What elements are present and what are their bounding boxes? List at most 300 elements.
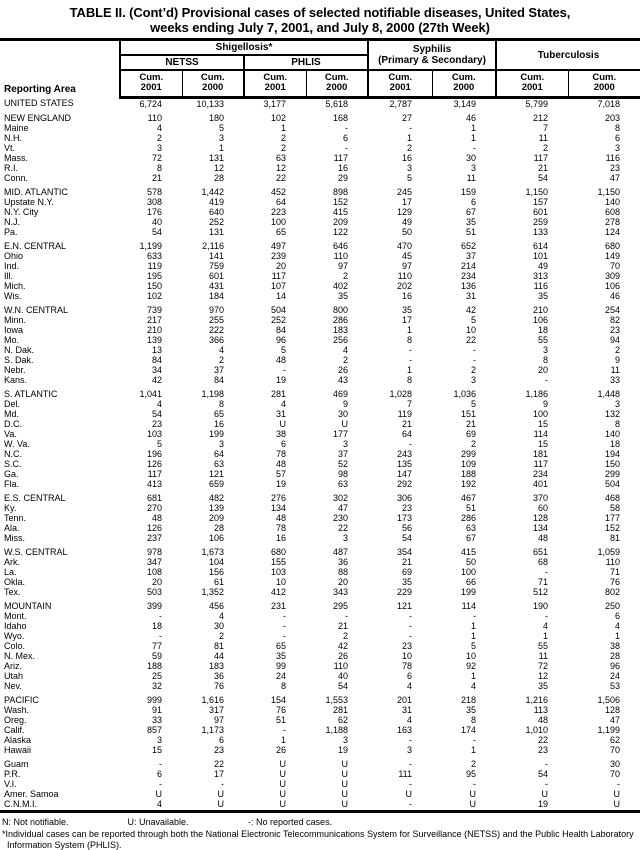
value-cell: 217	[146, 315, 162, 325]
value-cell: 651	[532, 547, 549, 557]
value-cell: 10	[401, 651, 412, 661]
value-cell: 28	[213, 173, 224, 183]
col-header-netss-cum-2001: Cum. 2001	[120, 70, 182, 98]
value-cell: 482	[208, 493, 224, 503]
reporting-area-cell: Wash.	[4, 705, 30, 715]
table-row	[0, 197, 640, 207]
value-cell: 84	[151, 355, 162, 365]
value-cell: -	[473, 143, 477, 153]
value-cell: 21	[337, 621, 348, 631]
value-cell: 399	[146, 601, 162, 611]
col-group-syphilis	[368, 40, 496, 71]
value-cell: 1,199	[597, 725, 621, 735]
value-cell: 78	[275, 523, 286, 533]
value-cell: 35	[401, 305, 412, 315]
reporting-area-cell: D.C.	[4, 419, 22, 429]
value-cell: 18	[610, 439, 621, 449]
value-cell: 63	[213, 459, 224, 469]
value-cell: 1	[218, 143, 224, 153]
value-cell: 4	[218, 345, 224, 355]
value-cell: 110	[333, 661, 348, 671]
value-cell: 1,352	[201, 587, 224, 597]
table-row	[0, 671, 640, 681]
value-cell: 254	[604, 305, 621, 315]
value-cell: 152	[332, 197, 348, 207]
value-cell: 98	[337, 469, 348, 479]
value-cell: 52	[337, 459, 348, 469]
reporting-area-cell: MOUNTAIN	[4, 601, 52, 611]
value-cell: 970	[208, 305, 224, 315]
value-cell: 102	[146, 291, 162, 301]
table-row	[0, 557, 640, 567]
value-cell: 6	[218, 735, 224, 745]
value-cell: 99	[275, 661, 286, 671]
value-cell: -	[221, 779, 224, 789]
value-cell: 76	[213, 681, 224, 691]
value-cell: 3	[218, 133, 224, 143]
value-cell: 601	[532, 207, 549, 217]
value-cell: 72	[538, 661, 549, 671]
table-row	[0, 705, 640, 715]
value-cell: 759	[208, 261, 224, 271]
value-cell: 1,448	[597, 389, 621, 399]
value-cell: 199	[208, 429, 224, 439]
value-cell: 163	[396, 725, 412, 735]
value-cell: 104	[208, 557, 224, 567]
value-cell: U	[279, 759, 286, 769]
value-cell: 58	[610, 503, 621, 513]
reporting-area-cell: N.J.	[4, 217, 21, 227]
value-cell: 11	[610, 365, 621, 375]
notifiable-diseases-table	[0, 38, 640, 813]
value-cell: 173	[396, 513, 412, 523]
value-cell: 308	[146, 197, 162, 207]
value-cell: 5	[156, 439, 162, 449]
value-cell: 317	[208, 705, 224, 715]
value-cell: 23	[610, 325, 621, 335]
value-cell: 8	[615, 123, 621, 133]
value-cell: 150	[604, 459, 621, 469]
value-cell: 3	[471, 375, 477, 385]
value-cell: 54	[401, 533, 412, 543]
reporting-area-cell: Guam	[4, 759, 29, 769]
value-cell: -	[545, 375, 549, 385]
value-cell: 190	[532, 601, 549, 611]
value-cell: U	[405, 789, 412, 799]
value-cell: 107	[270, 281, 286, 291]
value-cell: -	[159, 611, 162, 621]
value-cell: 92	[466, 661, 477, 671]
value-cell: 23	[213, 745, 224, 755]
value-cell: 76	[610, 577, 621, 587]
value-cell: 103	[270, 567, 286, 577]
col-header-tb-cum-2000: Cum. 2000	[568, 70, 640, 98]
value-cell: 70	[610, 769, 621, 779]
value-cell: 343	[332, 587, 348, 597]
value-cell: 136	[460, 281, 477, 291]
table-row	[0, 217, 640, 227]
value-cell: 6	[615, 133, 621, 143]
value-cell: 154	[270, 695, 286, 705]
value-cell: 223	[270, 207, 286, 217]
title-line-2: weeks ending July 7, 2001, and July 8, 2000 (27th Week)	[150, 20, 490, 35]
reporting-area-cell: N.H.	[4, 133, 22, 143]
value-cell: 203	[604, 113, 621, 123]
value-cell: 48	[275, 459, 286, 469]
value-cell: U	[279, 419, 286, 429]
value-cell: 2	[156, 133, 162, 143]
value-cell: 106	[208, 533, 224, 543]
reporting-area-cell: Md.	[4, 409, 20, 419]
table-row	[0, 439, 640, 449]
reporting-area-cell: Ind.	[4, 261, 20, 271]
value-cell: 295	[332, 601, 348, 611]
value-cell: 110	[147, 113, 162, 123]
value-cell: 4	[471, 681, 477, 691]
value-cell: 366	[208, 335, 224, 345]
value-cell: 504	[270, 305, 286, 315]
value-cell: 2	[543, 143, 549, 153]
value-cell: 119	[147, 261, 162, 271]
table-row	[0, 533, 640, 543]
value-cell: 452	[270, 187, 286, 197]
value-cell: 21	[538, 163, 549, 173]
value-cell: -	[409, 355, 412, 365]
value-cell: 8	[471, 715, 477, 725]
value-cell: U	[279, 779, 286, 789]
value-cell: 6	[342, 133, 348, 143]
value-cell: 17	[401, 315, 412, 325]
value-cell: 116	[533, 281, 549, 291]
reporting-area-cell: R.I.	[4, 163, 19, 173]
value-cell: 419	[208, 197, 224, 207]
table-row	[0, 429, 640, 439]
table-row	[0, 513, 640, 523]
reporting-area-cell: Kans.	[4, 375, 28, 385]
value-cell: 12	[538, 671, 549, 681]
value-cell: 8	[280, 681, 286, 691]
reporting-area-cell: Ohio	[4, 251, 24, 261]
value-cell: -	[409, 621, 412, 631]
value-cell: 23	[401, 641, 412, 651]
value-cell: -	[617, 779, 621, 789]
value-cell: 5	[471, 399, 477, 409]
value-cell: 78	[275, 449, 286, 459]
table-row	[0, 725, 640, 735]
value-cell: 470	[396, 241, 412, 251]
value-cell: 2	[280, 133, 286, 143]
value-cell: 3	[342, 533, 348, 543]
value-cell: 139	[146, 335, 162, 345]
table-row	[0, 745, 640, 755]
value-cell: 109	[460, 459, 477, 469]
value-cell: -	[283, 621, 286, 631]
value-cell: 55	[538, 335, 549, 345]
value-cell: U	[341, 789, 348, 799]
value-cell: 139	[208, 503, 224, 513]
value-cell: 3	[156, 735, 162, 745]
value-cell: 7	[543, 123, 549, 133]
value-cell: 51	[466, 227, 477, 237]
value-cell: 126	[146, 523, 162, 533]
value-cell: 1,028	[389, 389, 412, 399]
value-cell: 1	[406, 133, 412, 143]
value-cell: 802	[604, 587, 621, 597]
reporting-area-cell: Minn.	[4, 315, 27, 325]
value-cell: 19	[275, 479, 286, 489]
value-cell: 2	[342, 271, 348, 281]
value-cell: 431	[208, 281, 224, 291]
reporting-area-cell: S. Dak.	[4, 355, 34, 365]
reporting-area-cell: V.I.	[4, 779, 17, 789]
value-cell: 8	[406, 375, 412, 385]
value-cell: 16	[401, 291, 412, 301]
col-group-shigellosis: Shigellosis*	[120, 40, 368, 56]
value-cell: 3	[615, 143, 621, 153]
value-cell: 192	[460, 479, 477, 489]
value-cell: 1,059	[597, 547, 621, 557]
value-cell: 49	[538, 261, 549, 271]
value-cell: 194	[604, 449, 621, 459]
value-cell: 30	[466, 153, 477, 163]
value-cell: 121	[208, 469, 224, 479]
reporting-area-cell: Wyo.	[4, 631, 25, 641]
value-cell: 652	[460, 241, 477, 251]
value-cell: 214	[460, 261, 477, 271]
value-cell: 119	[397, 409, 412, 419]
value-cell: 1	[471, 621, 477, 631]
value-cell: 19	[496, 799, 568, 812]
reporting-area-cell: S.C.	[4, 459, 22, 469]
value-cell: 176	[146, 207, 162, 217]
value-cell: 131	[208, 153, 224, 163]
value-cell: 27	[401, 113, 412, 123]
table-row	[0, 173, 640, 183]
value-cell: 2	[471, 365, 477, 375]
value-cell: 28	[610, 651, 621, 661]
value-cell: 23	[610, 163, 621, 173]
value-cell: 140	[604, 197, 621, 207]
value-cell: 128	[604, 705, 621, 715]
value-cell: 156	[208, 567, 224, 577]
value-cell: 20	[275, 261, 286, 271]
value-cell: 100	[270, 217, 286, 227]
value-cell: 168	[332, 113, 348, 123]
value-cell: 2	[471, 439, 477, 449]
value-cell: 299	[460, 449, 477, 459]
reporting-area-cell: Tenn.	[4, 513, 27, 523]
value-cell: -	[473, 611, 477, 621]
value-cell: 117	[271, 271, 286, 281]
value-cell: 13	[151, 345, 162, 355]
value-cell: 95	[466, 769, 477, 779]
value-cell: 110	[333, 251, 348, 261]
value-cell: 259	[532, 217, 549, 227]
value-cell: 2	[218, 355, 224, 365]
value-cell: 37	[213, 365, 224, 375]
value-cell: 117	[333, 153, 348, 163]
value-cell: 2,787	[389, 99, 412, 109]
value-cell: 978	[146, 547, 162, 557]
table-header	[0, 40, 640, 98]
reporting-area-cell: W.S. CENTRAL	[4, 547, 68, 557]
value-cell: 61	[213, 577, 224, 587]
value-cell: 101	[532, 251, 549, 261]
value-cell: 22	[337, 523, 348, 533]
value-cell: 1	[280, 123, 286, 133]
value-cell: 497	[270, 241, 286, 251]
value-cell: 25	[151, 671, 162, 681]
value-cell: 26	[275, 745, 286, 755]
value-cell: 467	[460, 493, 477, 503]
value-cell: 800	[332, 305, 348, 315]
value-cell: 117	[533, 153, 549, 163]
table-row	[0, 325, 640, 335]
value-cell: 234	[460, 271, 477, 281]
value-cell: 9	[543, 399, 549, 409]
value-cell: 1	[471, 631, 477, 641]
value-cell: 239	[270, 251, 286, 261]
table-row	[0, 789, 640, 799]
value-cell: 252	[270, 315, 286, 325]
value-cell: 1,199	[139, 241, 162, 251]
value-cell: 8	[406, 335, 412, 345]
value-cell: 20	[151, 577, 162, 587]
reporting-area-cell: La.	[4, 567, 17, 577]
value-cell: 229	[396, 587, 412, 597]
table-row	[0, 459, 640, 469]
value-cell: 237	[146, 533, 162, 543]
value-cell: 2	[342, 355, 348, 365]
table-row	[0, 587, 640, 597]
table-row	[0, 611, 640, 621]
value-cell: 270	[146, 503, 162, 513]
value-cell: 210	[146, 325, 162, 335]
value-cell: 140	[604, 429, 621, 439]
value-cell: 1,041	[139, 389, 162, 399]
value-cell: 5,618	[325, 99, 348, 109]
value-cell: 456	[208, 601, 224, 611]
value-cell: 38	[610, 641, 621, 651]
value-cell: 42	[151, 375, 162, 385]
table-row	[0, 207, 640, 217]
value-cell: U	[613, 789, 621, 799]
value-cell: 45	[401, 251, 412, 261]
value-cell: 133	[532, 227, 549, 237]
value-cell: 1,173	[201, 725, 224, 735]
table-row	[0, 385, 640, 399]
value-cell: 151	[460, 409, 477, 419]
value-cell: 72	[151, 153, 162, 163]
value-cell: -	[473, 779, 477, 789]
value-cell: 96	[275, 335, 286, 345]
value-cell: 11	[538, 133, 549, 143]
footnote-asterisk: *Individual cases can be reported through both the National Electronic Telecommunications System for Surveillance (NETSS) and the Public Health Laboratory Information System (PHLIS).	[2, 829, 634, 850]
value-cell: 313	[532, 271, 549, 281]
table-row	[0, 489, 640, 503]
value-cell: 8	[218, 399, 224, 409]
reporting-area-cell: Okla.	[4, 577, 26, 587]
value-cell: 91	[151, 705, 162, 715]
value-cell: 9	[342, 399, 348, 409]
value-cell: 26	[337, 365, 348, 375]
value-cell: 3	[156, 143, 162, 153]
value-cell: 415	[460, 547, 477, 557]
table-row	[0, 365, 640, 375]
value-cell: 21	[401, 419, 412, 429]
reporting-area-cell: Tex.	[4, 587, 21, 597]
value-cell: 681	[146, 493, 162, 503]
value-cell: U	[217, 789, 224, 799]
value-cell: 8	[543, 355, 549, 365]
value-cell: 31	[401, 705, 412, 715]
value-cell: 1,186	[525, 389, 549, 399]
reporting-area-cell: Conn.	[4, 173, 29, 183]
value-cell: 347	[146, 557, 162, 567]
value-cell: 132	[604, 409, 621, 419]
value-cell: -	[159, 759, 162, 769]
reporting-area-cell: Wis.	[4, 291, 22, 301]
reporting-area-cell: N. Mex.	[4, 651, 36, 661]
value-cell: 1	[471, 745, 477, 755]
reporting-area-cell: Ga.	[4, 469, 19, 479]
value-cell: 999	[146, 695, 162, 705]
value-cell: 302	[332, 493, 348, 503]
value-cell: -	[345, 611, 348, 621]
value-cell: 202	[396, 281, 412, 291]
value-cell: U	[182, 799, 244, 812]
value-cell: 150	[146, 281, 162, 291]
value-cell: 111	[398, 769, 412, 779]
reporting-area-cell: Ill.	[4, 271, 13, 281]
value-cell: 147	[396, 469, 412, 479]
reporting-area-cell: Utah	[4, 671, 24, 681]
col-header-reporting-area: Reporting Area	[0, 40, 120, 98]
value-cell: 54	[151, 227, 162, 237]
reporting-area-cell: Oreg.	[4, 715, 27, 725]
value-cell: 608	[604, 207, 621, 217]
value-cell: 134	[532, 523, 549, 533]
col-header-syphilis-cum-2001: Cum. 2001	[368, 70, 432, 98]
value-cell: 512	[532, 587, 549, 597]
value-cell: 64	[213, 449, 224, 459]
value-cell: 292	[396, 479, 412, 489]
value-cell: 640	[208, 207, 224, 217]
value-cell: 4	[120, 799, 182, 812]
table-row	[0, 227, 640, 237]
value-cell: 401	[532, 479, 549, 489]
value-cell: 69	[466, 429, 477, 439]
table-row	[0, 237, 640, 251]
value-cell: U	[155, 789, 162, 799]
value-cell: 3	[342, 439, 348, 449]
value-cell: 16	[401, 153, 412, 163]
value-cell: 503	[146, 587, 162, 597]
value-cell: 633	[146, 251, 162, 261]
value-cell: 59	[151, 651, 162, 661]
value-cell: 3,149	[453, 99, 477, 109]
reporting-area-cell: Miss.	[4, 533, 25, 543]
value-cell: 646	[332, 241, 348, 251]
reporting-area-cell: Vt.	[4, 143, 16, 153]
value-cell: 1,150	[525, 187, 549, 197]
table-row	[0, 153, 640, 163]
value-cell: -	[473, 735, 477, 745]
value-cell: 55	[538, 641, 549, 651]
table-row	[0, 251, 640, 261]
value-cell: 857	[146, 725, 162, 735]
table-row	[0, 355, 640, 365]
